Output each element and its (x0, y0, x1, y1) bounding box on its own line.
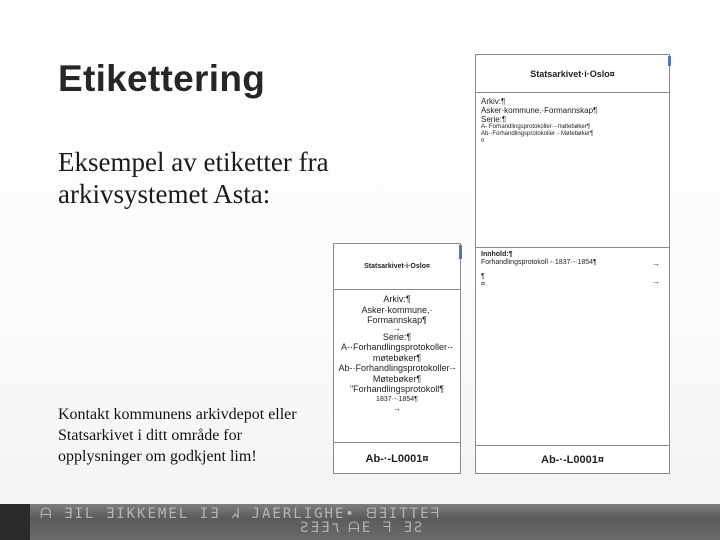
decorative-photo-strip (0, 504, 720, 540)
tab-arrow-icon: → (652, 259, 660, 268)
label-large-divider-1 (476, 247, 669, 248)
arkiv-value-2: Formannskap¶ (367, 315, 427, 325)
label-small-footer: Ab-·-L0001¤ (365, 452, 429, 465)
photo-writing: ᗩ ƎIL ƎIKKEMEL IƎ ᖽ JAERLIGHE• ᗺƎITTEᖷ (40, 506, 441, 522)
serie-line-2: møtebøker¶ (372, 352, 422, 363)
arkiv-label: Arkiv:¶ (481, 97, 506, 106)
label-small-divider (334, 442, 460, 443)
serie-line-3: Ab-·Forhandlingsprotokoller·- (338, 363, 456, 373)
tab-arrow-icon: → (393, 323, 401, 333)
serie-line-4: Møtebøker¶ (372, 373, 422, 384)
serie-line-1: A-·Forhandlingsprotokoller·-·møtebøker¶ (481, 124, 590, 130)
ruler-mark (668, 56, 671, 66)
serie-label: Serie:¶ (481, 115, 507, 124)
slide-title: Etikettering (58, 58, 266, 99)
years-value: 1837·-·1854¶ (376, 395, 418, 403)
arkiv-label: Arkiv:¶ (383, 294, 411, 304)
label-small-body (334, 294, 460, 413)
innhold-value: Forhandlingsprotokoll·-·1837·-·1854¶ (481, 259, 597, 266)
intro-text: Eksempel av etiketter fra arkivsystemet Asta: (58, 147, 329, 209)
label-large-header: Statsarkivet·i·Oslo¤ (476, 55, 669, 93)
label-large-footer: Ab-·-L0001¤ (541, 454, 604, 466)
photo-shadow (0, 504, 30, 540)
note-text: Kontakt kommunens arkivdepot eller Statsarkivet i ditt område for opplysninger om godkjent lim! (58, 406, 297, 465)
tab-arrow-icon: → (652, 277, 660, 286)
label-large-innhold-block (481, 251, 666, 289)
cell-mark-2: ¤ (481, 281, 485, 288)
pilcrow-mark: ¶ (481, 273, 485, 280)
serie-line-2: Ab-·Forhandlingsprotokoller·-·Møtebøker¶ (481, 131, 594, 137)
photo-writing-2: ƧƎƎ٦ ᗩE ᖷ ƎƧ (300, 520, 425, 536)
arkiv-value-1: Asker·kommune,· (361, 304, 433, 315)
serie-line-5: "Forhandlingsprotokoll¶ (349, 384, 445, 394)
serie-line-1: A-·Forhandlingsprotokoller·- (340, 342, 454, 352)
label-large-divider-2 (476, 445, 669, 446)
innhold-label: Innhold:¶ (481, 251, 513, 258)
label-small (333, 243, 461, 474)
label-large (475, 54, 670, 474)
serie-label: Serie:¶ (382, 331, 412, 342)
tab-arrow-icon: → (393, 404, 401, 413)
ruler-mark (459, 245, 462, 259)
arkiv-value: Asker·kommune.·Formannskap¶ (481, 106, 598, 115)
label-small-header: Statsarkivet·i·Oslo¤ (334, 244, 460, 290)
label-large-arkiv-block (481, 97, 597, 145)
cell-mark: ¤ (481, 138, 485, 144)
